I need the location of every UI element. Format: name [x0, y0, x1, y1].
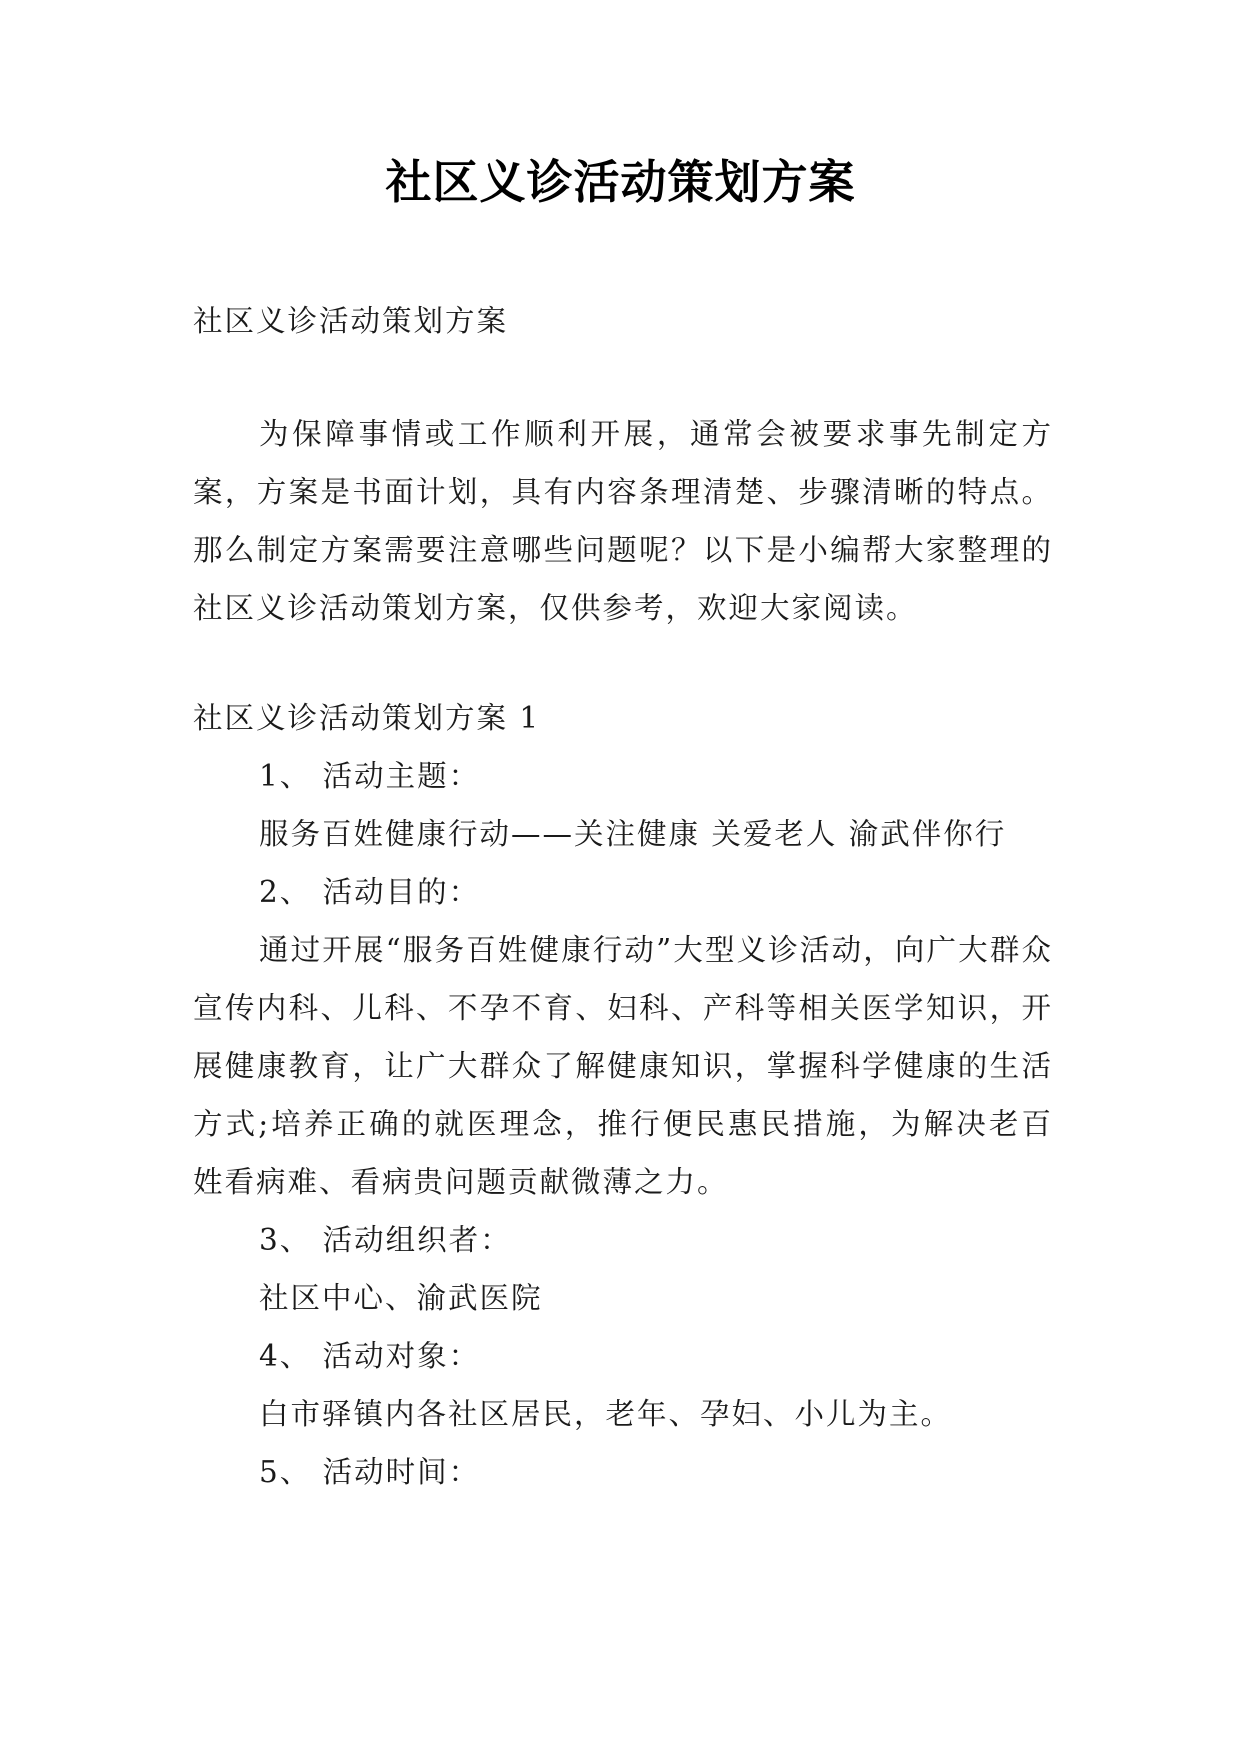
intro-paragraph: 为保障事情或工作顺利开展，通常会被要求事先制定方案，方案是书面计划，具有内容条理清楚、步骤清晰的特点。那么制定方案需要注意哪些问题呢？以下是小编帮大家整理的社区义诊活动策划方案，仅供参考，欢迎大家阅读。 — [193, 417, 1053, 625]
item-5-heading: 5、 活动时间： — [259, 1455, 481, 1489]
spacer — [193, 350, 1053, 405]
spacer — [193, 637, 1053, 689]
item-4-heading: 4、 活动对象： — [259, 1339, 481, 1373]
item-1-body: 服务百姓健康行动——关注健康 关爱老人 渝武伴你行 — [259, 817, 1007, 851]
subtitle: 社区义诊活动策划方案 — [193, 304, 509, 338]
item-3-heading: 3、 活动组织者： — [259, 1223, 512, 1257]
item-2-heading: 2、 活动目的： — [259, 875, 481, 909]
document-title: 社区义诊活动策划方案 — [385, 155, 856, 209]
item-1-heading: 1、 活动主题： — [259, 759, 481, 793]
section-heading: 社区义诊活动策划方案 1 — [193, 701, 541, 735]
item-2-body: 通过开展“服务百姓健康行动”大型义诊活动，向广大群众宣传内科、儿科、不孕不育、妇科、产科等相关医学知识，开展健康教育，让广大群众了解健康知识，掌握科学健康的生活方式;培养正确的就医理念，推行便民惠民措施，为解决老百姓看病难、看病贵问题贡献微薄之力。 — [193, 933, 1053, 1199]
item-3-body: 社区中心、渝武医院 — [259, 1281, 543, 1315]
item-4-body: 白市驿镇内各社区居民，老年、孕妇、小儿为主。 — [259, 1397, 953, 1431]
document-body — [193, 292, 1053, 1501]
